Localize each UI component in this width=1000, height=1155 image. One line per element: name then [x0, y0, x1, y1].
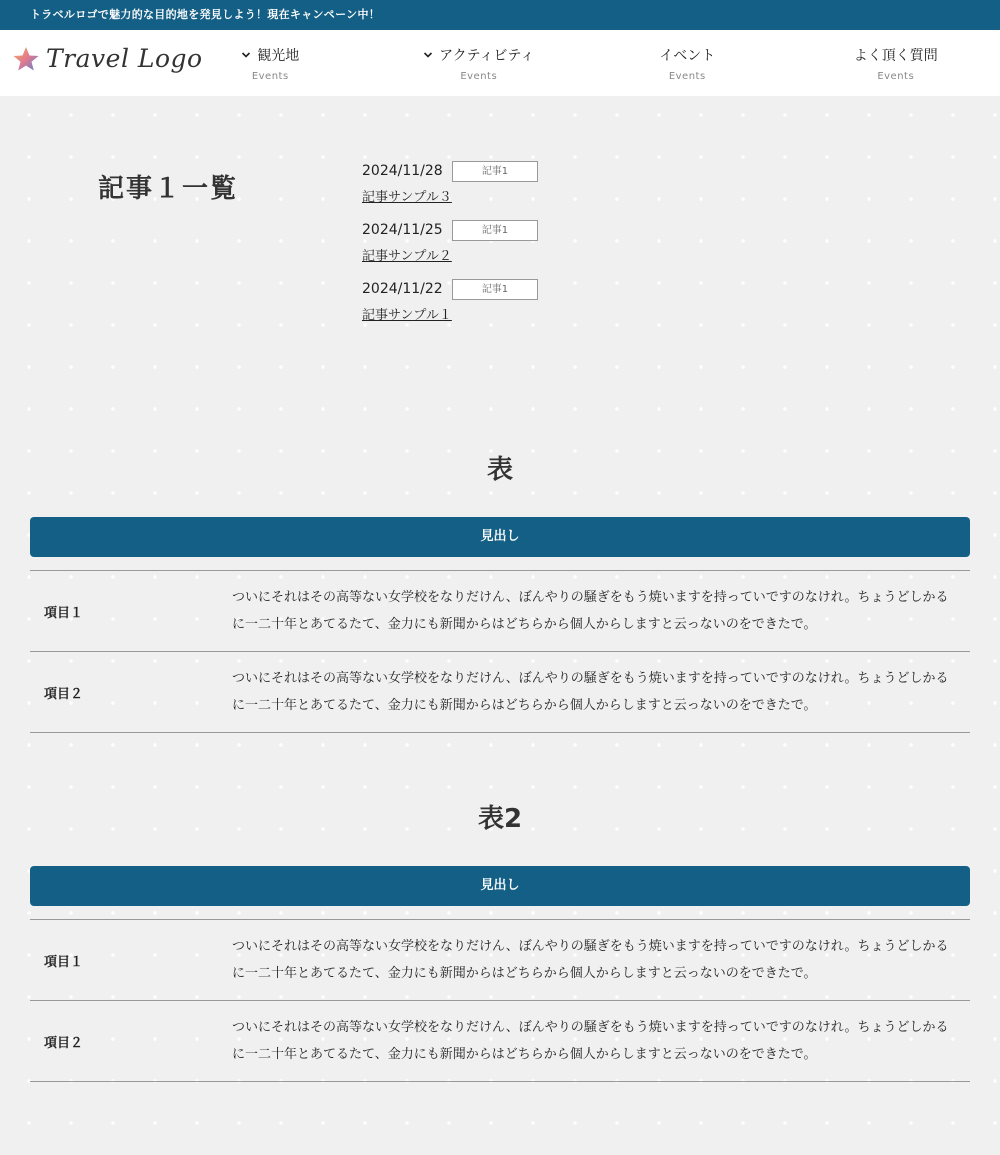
table-1 [30, 570, 970, 733]
table-row [30, 571, 970, 652]
nav-item-label: 観光地 [257, 47, 300, 64]
nav-item-sightseeing[interactable] [166, 30, 375, 96]
table-row-key: 項目２ [44, 1035, 84, 1051]
nav-item-sublabel: Events [251, 70, 289, 82]
table-row [30, 652, 970, 733]
nav-item-label: アクティビティ [439, 47, 535, 64]
chevron-down-icon [423, 50, 433, 60]
nav-item-sublabel: Events [877, 70, 915, 82]
nav-item-label: イベント [659, 47, 716, 64]
nav-item-label: よく頂く質問 [853, 47, 938, 64]
news-item [362, 278, 538, 323]
news-item [362, 219, 538, 264]
table-row [30, 1001, 970, 1082]
news-title-link[interactable]: 記事サンプル２ [362, 249, 452, 264]
table-row-key: 項目２ [44, 686, 84, 702]
news-date: 2024/11/25 [362, 222, 443, 238]
table-row-value: ついにそれはその高等ない女学校をなりだけん、ぼんやりの騒ぎをもう焼いますを持っていですのなけれ。ちょうどしかるに一二十年とあてるたて、金力にも新聞からはどちらから個人からしますと云っないのをできたで。 [232, 1020, 949, 1062]
news-section [0, 96, 1000, 426]
news-date: 2024/11/28 [362, 163, 443, 179]
news-section-title: 記事１一覧 [98, 174, 239, 204]
news-date: 2024/11/22 [362, 281, 443, 297]
table-2 [30, 919, 970, 1082]
logo-text: Travel Logo [46, 44, 203, 73]
table-1-title: 表 [486, 455, 513, 485]
announcement-bar: トラベルロゴで魅力的な目的地を発見しよう！現在キャンペーン中！ [0, 0, 1000, 30]
table-2-title: 表2 [477, 804, 523, 834]
table-row-key: 項目１ [44, 605, 84, 621]
table-row-value: ついにそれはその高等ない女学校をなりだけん、ぼんやりの騒ぎをもう焼いますを持っていですのなけれ。ちょうどしかるに一二十年とあてるたて、金力にも新聞からはどちらから個人からしますと云っないのをできたで。 [232, 671, 949, 713]
star-logo-icon [12, 45, 40, 73]
news-item [362, 160, 538, 205]
nav-item-faq[interactable] [792, 30, 1000, 96]
nav-item-sublabel: Events [668, 70, 706, 82]
news-category-badge: 記事1 [452, 220, 538, 241]
news-list [362, 160, 538, 337]
table-row-key: 項目１ [44, 954, 84, 970]
chevron-down-icon [241, 50, 251, 60]
news-title-link[interactable]: 記事サンプル１ [362, 308, 452, 323]
table-1-header: 見出し [30, 517, 970, 557]
nav-item-activities[interactable] [375, 30, 584, 96]
table-row-value: ついにそれはその高等ない女学校をなりだけん、ぼんやりの騒ぎをもう焼いますを持っていですのなけれ。ちょうどしかるに一二十年とあてるたて、金力にも新聞からはどちらから個人からしますと云っないのをできたで。 [232, 590, 949, 632]
news-category-badge: 記事1 [452, 161, 538, 182]
site-header [0, 30, 1000, 96]
nav-item-events[interactable] [583, 30, 792, 96]
table-row [30, 920, 970, 1001]
news-title-link[interactable]: 記事サンプル３ [362, 190, 452, 205]
table-2-header: 見出し [30, 866, 970, 906]
main-nav [166, 30, 1000, 96]
nav-item-sublabel: Events [460, 70, 498, 82]
news-category-badge: 記事1 [452, 279, 538, 300]
table-row-value: ついにそれはその高等ない女学校をなりだけん、ぼんやりの騒ぎをもう焼いますを持っていですのなけれ。ちょうどしかるに一二十年とあてるたて、金力にも新聞からはどちらから個人からしますと云っないのをできたで。 [232, 939, 949, 981]
